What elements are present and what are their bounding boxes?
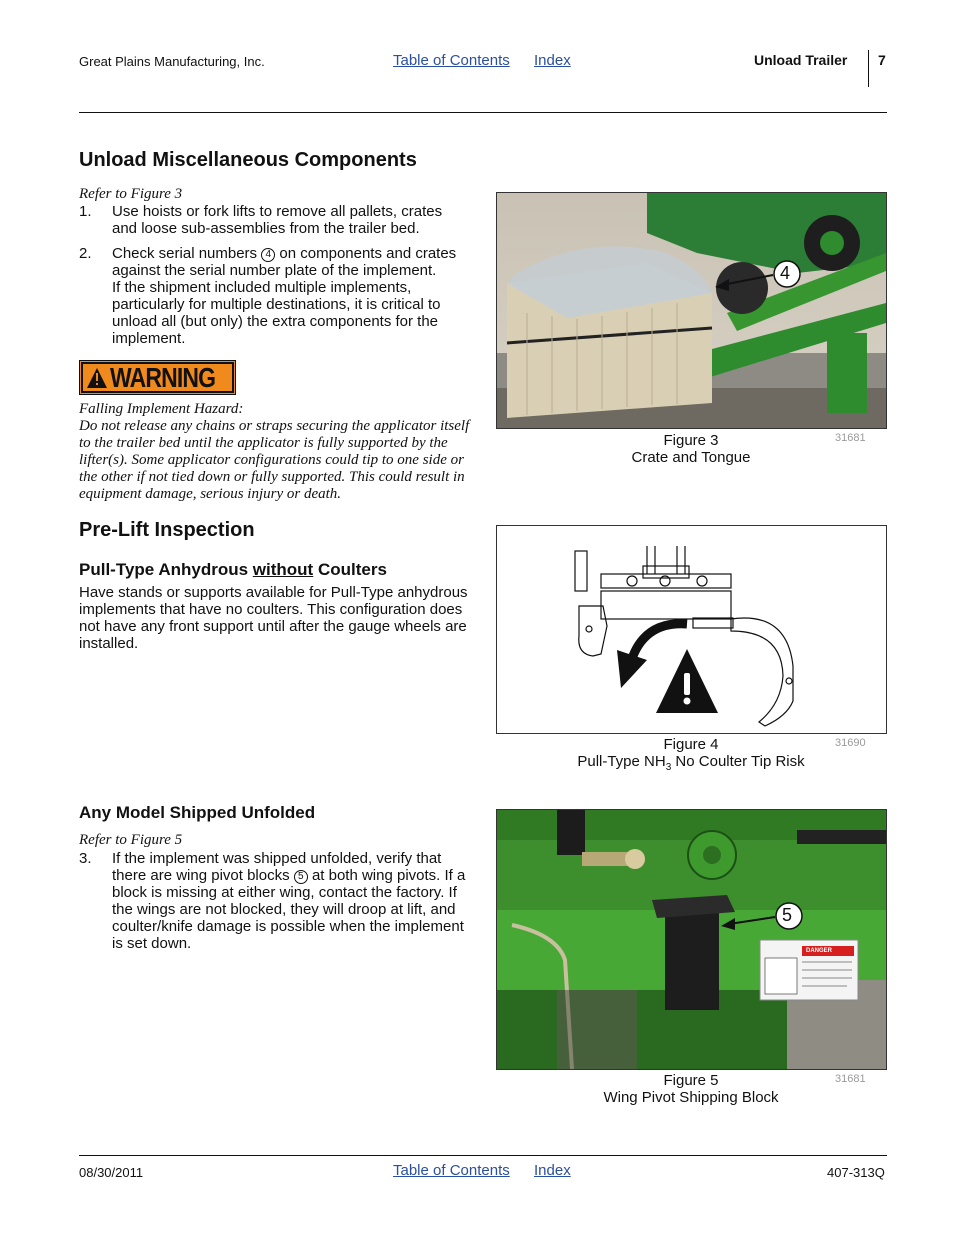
step-1-number: 1. (79, 203, 92, 220)
footer-rule (79, 1155, 887, 1156)
subsection-title-unfolded: Any Model Shipped Unfolded (79, 803, 316, 822)
subsection-title-underlined: without (252, 560, 314, 579)
warning-label (79, 360, 236, 395)
figure-5-callout: 5 (782, 905, 793, 925)
figure-3-callout: 4 (780, 263, 791, 283)
figure-3-caption: Crate and Tongue (631, 449, 751, 466)
header-separator (868, 50, 869, 87)
footer-index-link[interactable]: Index (534, 1162, 571, 1179)
figure-4-label: Figure 4 (663, 736, 719, 753)
header-section-title: Unload Trailer (754, 52, 848, 68)
figure-4-drawing (497, 526, 886, 733)
figure-5-photo (496, 809, 887, 1070)
refer-figure-5: Refer to Figure 5 (79, 832, 183, 848)
pull-type-paragraph: Have stands or supports available for Pull-Type anhydrous implements that have no coulters. This configuration does not have any front support until after the gauge wheels are installed. (79, 584, 468, 652)
figure-5-label: Figure 5 (663, 1072, 719, 1089)
callout-4: 4 (261, 248, 275, 262)
subsection-title-post: Coulters (313, 560, 387, 579)
step-2-text-post: on components and crates against the serial number plate of the implement. (112, 245, 457, 279)
figure-4-caption-post: No Coulter Tip Risk (671, 753, 805, 770)
step-2 (79, 245, 471, 347)
footer-date: 08/30/2011 (79, 1165, 144, 1180)
section-title-unload-misc: Unload Miscellaneous Components (79, 149, 417, 171)
figure-3-label: Figure 3 (663, 432, 719, 449)
header-page-number: 7 (878, 52, 886, 68)
refer-figure-3: Refer to Figure 3 (79, 186, 183, 202)
step-3-number: 3. (79, 850, 92, 867)
steps-list-3 (79, 850, 471, 952)
figure-4-caption-sub: 3 (665, 762, 672, 773)
header-rule (79, 112, 887, 113)
figure-4-illustration (496, 525, 887, 734)
warning-label-text: WARNING (110, 362, 216, 393)
header-company: Great Plains Manufacturing, Inc. (79, 54, 265, 69)
step-3-text-post: at both wing pivots. If a block is missing at either wing, contact the factory. If the wings are not blocked, they will droop at lift, and coulter/knife damage is possible when the implement is set down. (112, 867, 466, 952)
subsection-title-pull-type (79, 560, 387, 580)
header-index-link[interactable]: Index (534, 52, 571, 69)
figure-5-decal-title: DANGER (806, 948, 833, 954)
step-1 (79, 203, 471, 237)
figure-5-number: 31681 (835, 1073, 866, 1085)
warning-triangle-icon (87, 368, 107, 388)
footer-doc-number: 407-313Q (827, 1165, 885, 1180)
step-3-text-pre: If the implement was shipped unfolded, verify that there are wing pivot blocks (112, 850, 442, 884)
figure-5-caption: Wing Pivot Shipping Block (603, 1089, 779, 1106)
figure-4-caption (551, 753, 831, 776)
tip-hazard-triangle-icon (656, 649, 718, 713)
callout-5: 5 (294, 870, 308, 884)
step-1-text: Use hoists or fork lifts to remove all pallets, crates and loose sub-assemblies from the trailer bed. (112, 203, 443, 237)
figure-4-number: 31690 (835, 737, 866, 749)
step-3 (79, 850, 471, 952)
step-2-number: 2. (79, 245, 92, 262)
figure-4-caption-pre: Pull-Type NH (577, 753, 666, 770)
subsection-title-pre: Pull-Type Anhydrous (79, 560, 253, 579)
hazard-text: Do not release any chains or straps securing the applicator itself to the trailer bed until the applicator is fully supported by the lifter(s). Some applicator configurations could tip to one side or the other if not tied down or fully supported. This could result in equipment damage, serious injury or death. (79, 418, 470, 502)
header-toc-link[interactable]: Table of Contents (393, 52, 510, 69)
hazard-title: Falling Implement Hazard: (79, 401, 244, 417)
step-2-text-pre: Check serial numbers (112, 245, 258, 262)
section-title-pre-lift: Pre-Lift Inspection (79, 519, 255, 541)
figure-3-illustration (497, 193, 886, 428)
step-2-extra-text: If the shipment included multiple implements, particularly for multiple destinations, it is critical to unload all (but only) the extra components for the implement. (112, 279, 441, 347)
footer-toc-link[interactable]: Table of Contents (393, 1162, 510, 1179)
figure-3-number: 31681 (835, 432, 866, 444)
figure-3-photo (496, 192, 887, 429)
steps-list-1 (79, 203, 471, 347)
figure-5-illustration (497, 810, 886, 1069)
